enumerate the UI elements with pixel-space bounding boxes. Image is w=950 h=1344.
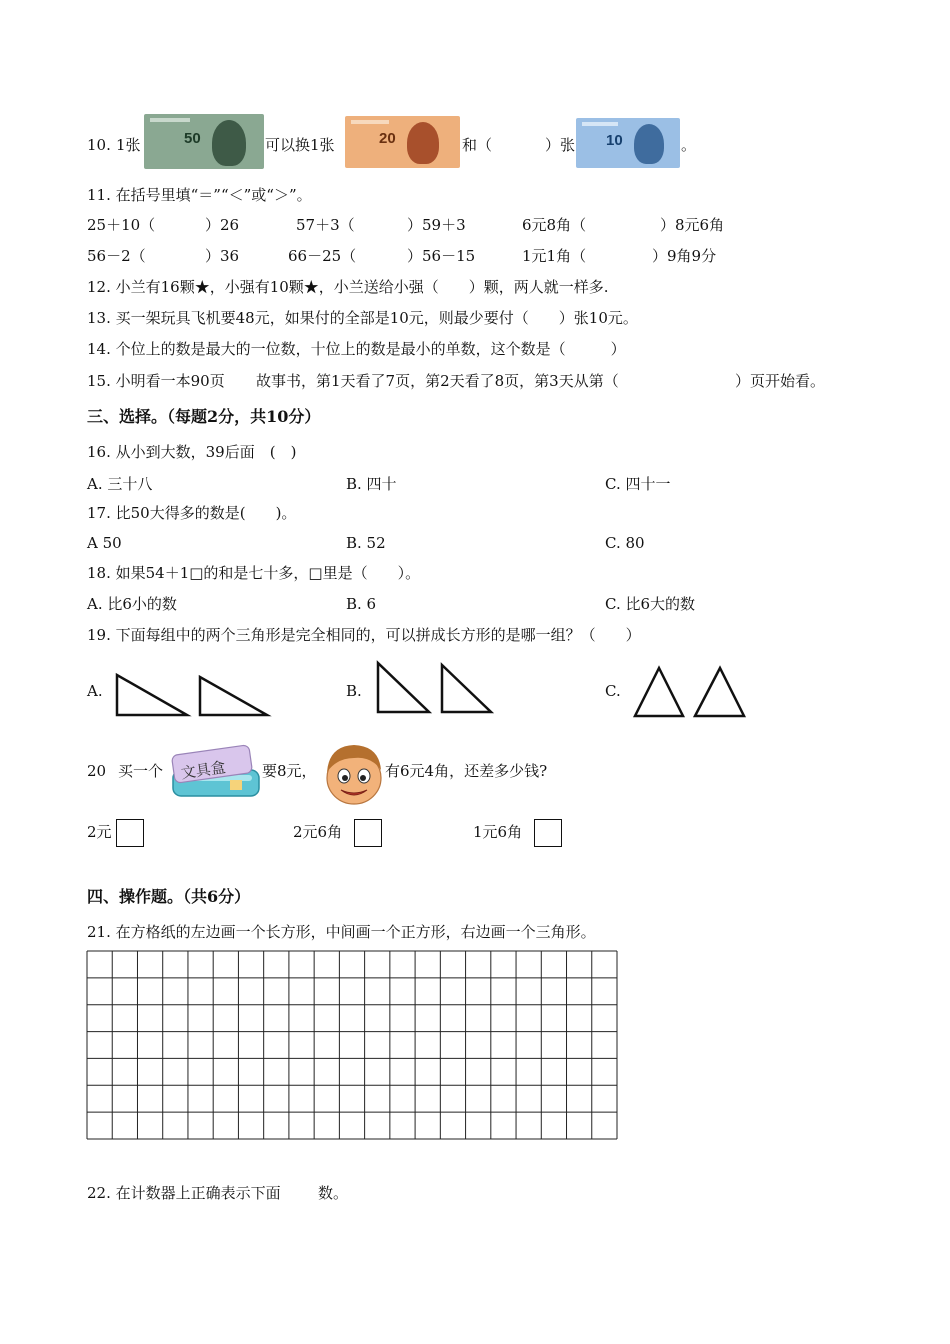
q16-option-c: C. 四十一: [605, 475, 671, 493]
q10-text-one-sheet: 1张: [116, 136, 141, 154]
q11-r2-c4: ）56－15: [407, 247, 476, 265]
q16-option-a: A. 三十八: [87, 475, 153, 493]
section-3-heading: 三、选择。（每题2分，共10分）: [87, 407, 321, 426]
q22-text-a: 22. 在计数器上正确表示下面: [87, 1184, 281, 1202]
q11-r2-c5: 1元1角（: [522, 247, 587, 265]
q11-r1-c2: ）26: [205, 216, 240, 234]
q10-text-and: 和（: [462, 136, 493, 154]
q20-option-1: 2元: [87, 823, 112, 841]
q20-text-has: 有6元4角，还差多少钱?: [385, 762, 548, 780]
q11-r2-c6: ）9角9分: [652, 247, 717, 265]
q19-option-c-triangles: [630, 663, 750, 721]
q19-option-c-label: C.: [605, 682, 621, 700]
q12-text: 12. 小兰有16颗★，小强有10颗★，小兰送给小强（ ）颗，两人就一样多.: [87, 278, 609, 296]
q10-text-exchange: 可以换1张: [265, 136, 335, 154]
q20-number: 20: [87, 762, 107, 780]
q19-question: 19. 下面每组中的两个三角形是完全相同的，可以拼成长方形的是哪一组？（ ）: [87, 626, 641, 644]
q11-r1-c6: ）8元6角: [660, 216, 725, 234]
q11-r1-c1: 25＋10（: [87, 216, 156, 234]
q22-text-b: 数。: [318, 1184, 349, 1202]
q20-option-1-answer-box[interactable]: [116, 819, 144, 847]
q11-title: 11. 在括号里填“＝”“＜”或“＞”。: [87, 186, 312, 204]
q14-text: 14. 个位上的数是最大的一位数，十位上的数是最小的单数，这个数是（ ）: [87, 340, 626, 358]
q15-text-a: 15. 小明看一本90页: [87, 372, 225, 390]
q11-r2-c3: 66－25（: [288, 247, 357, 265]
banknote-50-image: 50: [144, 114, 264, 169]
q19-option-b-label: B.: [346, 682, 362, 700]
q13-text: 13. 买一架玩具飞机要48元，如果付的全部是10元，则最少要付（ ）张10元。: [87, 309, 638, 327]
square-grid-paper[interactable]: [86, 950, 620, 1142]
q20-option-2: 2元6角: [293, 823, 343, 841]
q19-option-b-triangles: [372, 659, 498, 719]
q19-option-a-triangles: [112, 668, 272, 720]
pencil-case-image: [170, 742, 262, 806]
q17-question: 17. 比50大得多的数是( )。: [87, 504, 297, 522]
q17-option-c: C. 80: [605, 534, 645, 552]
boy-face-image: [321, 740, 387, 806]
q11-r1-c5: 6元8角（: [522, 216, 587, 234]
q10-text-sheets: ）张: [545, 136, 576, 154]
q19-option-a-label: A.: [87, 682, 103, 700]
section-4-heading: 四、操作题。（共6分）: [87, 887, 251, 906]
q20-option-3: 1元6角: [473, 823, 523, 841]
q18-option-a: A. 比6小的数: [87, 595, 177, 613]
q16-question: 16. 从小到大数，39后面 ( ): [87, 443, 297, 461]
q11-r1-c3: 57＋3（: [296, 216, 355, 234]
q20-text-cost: 要8元，: [262, 762, 317, 780]
q11-r2-c1: 56－2（: [87, 247, 146, 265]
q10-text-period: 。: [681, 136, 697, 154]
q21-text: 21. 在方格纸的左边画一个长方形，中间画一个正方形，右边画一个三角形。: [87, 923, 596, 941]
banknote-20-image: 20: [345, 116, 460, 168]
svg-text:文具盒: 文具盒: [179, 758, 227, 783]
banknote-10-image: 10: [576, 118, 680, 168]
q11-r1-c4: ）59＋3: [407, 216, 466, 234]
q16-option-b: B. 四十: [346, 475, 397, 493]
q15-text-b: 故事书，第1天看了7页，第2天看了8页，第3天从第（: [256, 372, 619, 390]
q17-option-a: A 50: [87, 534, 122, 552]
q18-option-c: C. 比6大的数: [605, 595, 696, 613]
q18-option-b: B. 6: [346, 595, 377, 613]
q11-r2-c2: ）36: [205, 247, 240, 265]
q17-option-b: B. 52: [346, 534, 386, 552]
q20-text-buy: 买一个: [118, 762, 164, 780]
q20-option-3-answer-box[interactable]: [534, 819, 562, 847]
q18-question: 18. 如果54＋1□的和是七十多，□里是（ ）。: [87, 564, 421, 582]
q10-number: 10.: [87, 136, 111, 154]
q20-option-2-answer-box[interactable]: [354, 819, 382, 847]
q15-text-c: ）页开始看。: [735, 372, 826, 390]
